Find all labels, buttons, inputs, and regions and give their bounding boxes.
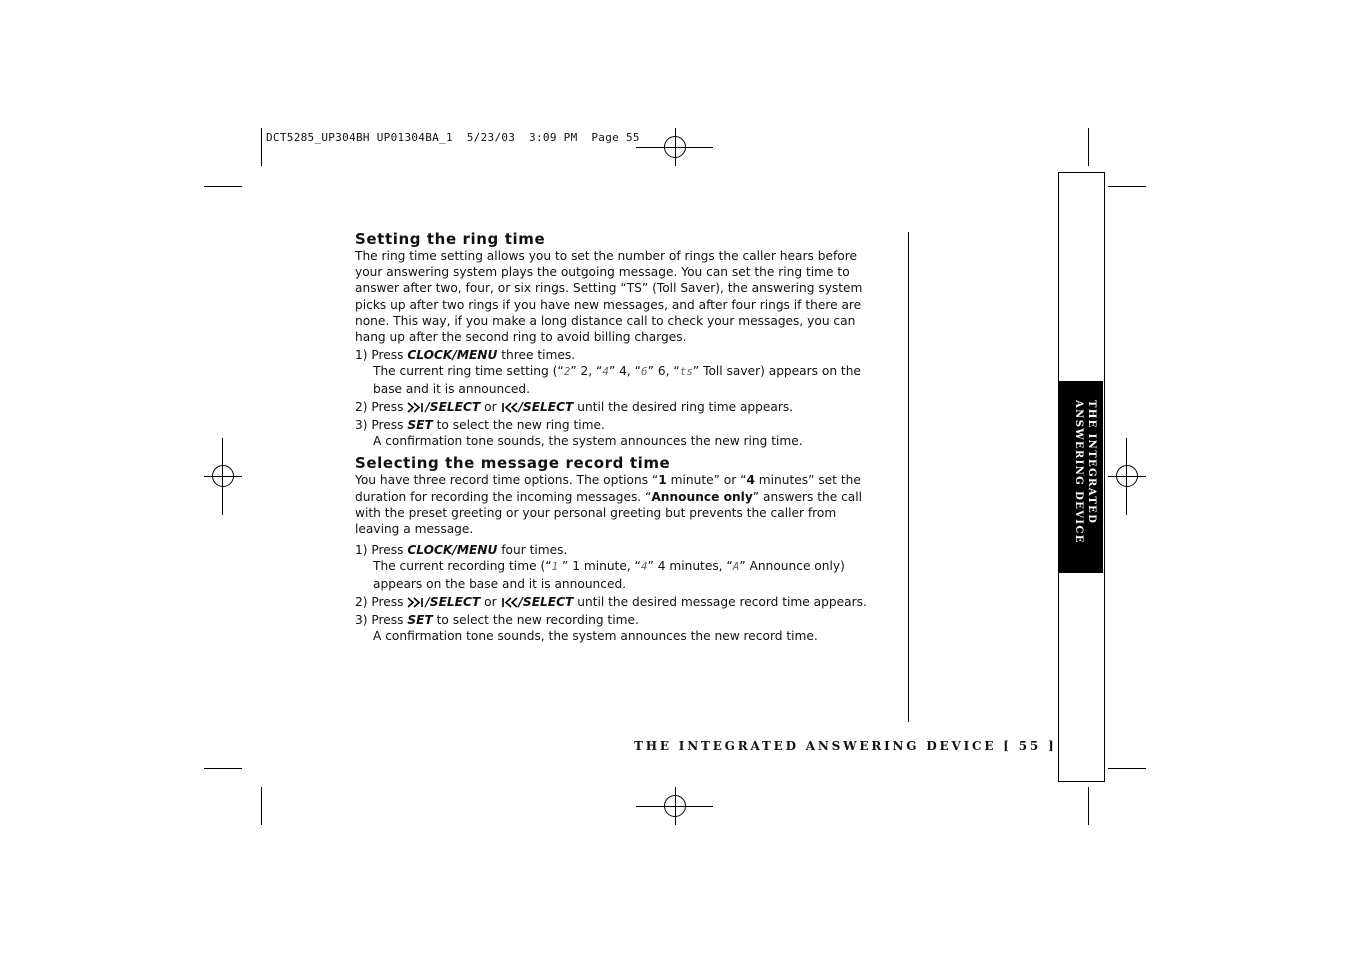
- registration-mark: [675, 787, 676, 825]
- crop-mark: [1108, 186, 1146, 187]
- ring-time-steps: [355, 347, 875, 449]
- clock-menu-key: CLOCK/MENU: [407, 543, 498, 558]
- skip-forward-icon: [407, 402, 425, 413]
- skip-forward-icon: [407, 597, 425, 608]
- crop-mark: [204, 186, 242, 187]
- skip-back-icon: [500, 597, 518, 608]
- print-slug: DCT5285_UP304BH UP01304BA_1 5/23/03 3:09 PM Page 55: [266, 131, 640, 144]
- step-detail: The current recording time (“1 ” 1 minute, “4” 4 minutes, “A” Announce only) appears on the base and it is announced.: [373, 559, 845, 591]
- ring-time-intro: The ring time setting allows you to set the number of rings the caller hears before your answering system plays the outgoing message. You can set the ring time to answer after two, four, or six rings. Setting “TS” (Toll Saver), the answering system picks up after two rings if you have new messages, and after four rings if there are none. This way, if you make a long distance call to check your messages, you can hang up after the second ring to avoid billing charges.: [355, 249, 863, 345]
- step-item: 2) Press /SELECT or /SELECT until the desired ring time appears.: [355, 399, 794, 414]
- skip-back-icon: [500, 402, 518, 413]
- column-rule: [908, 232, 909, 722]
- registration-mark: [675, 128, 676, 166]
- lcd-glyph: 2: [563, 365, 571, 379]
- registration-mark: [1126, 438, 1127, 515]
- step-item: 1) Press CLOCK/MENU four times. The current recording time (“1 ” 1 minute, “4” 4 minutes, “A” Announce only) appears on the base and it is announced.: [355, 542, 875, 592]
- step-detail: A confirmation tone sounds, the system announces the new ring time.: [373, 434, 803, 449]
- clock-menu-key: CLOCK/MENU: [407, 348, 498, 363]
- step-item: 3) Press SET to select the new recording time. A confirmation tone sounds, the system announces the new record time.: [355, 612, 875, 644]
- crop-mark: [1088, 128, 1089, 166]
- step-item: 2) Press /SELECT or /SELECT until the desired message record time appears.: [355, 594, 867, 609]
- set-key: SET: [407, 613, 433, 628]
- crop-mark: [1088, 787, 1089, 825]
- lcd-glyph: 4: [640, 560, 648, 574]
- lcd-glyph: A: [732, 560, 740, 574]
- registration-mark: [204, 476, 242, 477]
- section-heading-ring-time: Setting the ring time: [355, 230, 546, 248]
- lcd-glyph: 4: [602, 365, 609, 379]
- step-detail: The current ring time setting (“2” 2, “4” 4, “6” 6, “ts” Toll saver) appears on the base and it is announced.: [373, 364, 861, 396]
- step-item: 1) Press CLOCK/MENU three times. The current ring time setting (“2” 2, “4” 4, “6” 6, “ts” Toll saver) appears on the base and it is announced.: [355, 347, 875, 397]
- crop-mark: [261, 128, 262, 166]
- crop-mark: [1108, 768, 1146, 769]
- side-tab-label: THE INTEGRATED ANSWERING DEVICE: [1073, 400, 1097, 544]
- lcd-glyph: 6: [641, 365, 648, 379]
- page-footer: THE INTEGRATED ANSWERING DEVICE [ 55 ]: [634, 739, 1057, 753]
- lcd-glyph: 1: [551, 560, 559, 574]
- registration-mark: [1108, 476, 1146, 477]
- record-time-intro: You have three record time options. The options “1 minute” or “4 minutes” set the duration for recording the incoming messages. “Announce only” answers the call with the preset greeting or your personal greeting but prevents the caller from leaving a message.: [355, 473, 863, 537]
- lcd-glyph: ts: [679, 365, 693, 379]
- step-item: 3) Press SET to select the new ring time. A confirmation tone sounds, the system announces the new ring time.: [355, 417, 875, 449]
- step-detail: A confirmation tone sounds, the system announces the new record time.: [373, 629, 818, 644]
- page-content: [355, 230, 875, 646]
- record-time-steps: [355, 542, 875, 644]
- registration-mark: [222, 438, 223, 515]
- crop-mark: [204, 768, 242, 769]
- section-heading-record-time: Selecting the message record time: [355, 454, 671, 473]
- crop-mark: [261, 787, 262, 825]
- set-key: SET: [407, 418, 433, 433]
